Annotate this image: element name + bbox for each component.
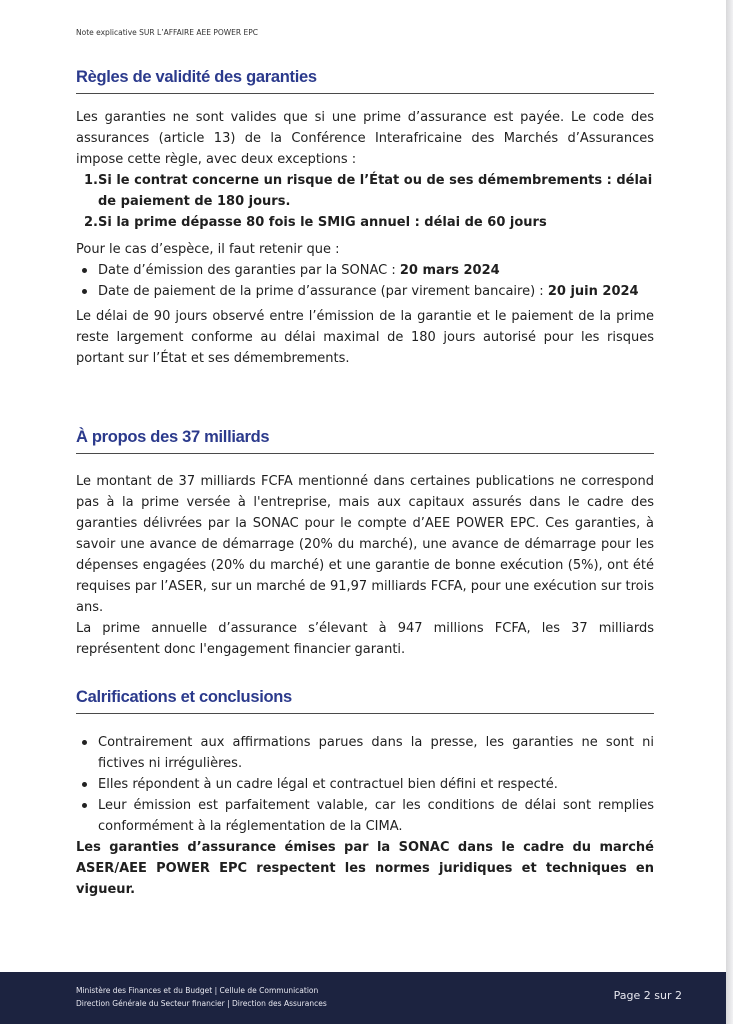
exception-item: 2. Si la prime dépasse 80 fois le SMIG annuel : délai de 60 jours — [84, 215, 547, 230]
validity-conclusion: Le délai de 90 jours observé entre l’émission de la garantie et le paiement de la prime reste largement conforme au délai maximal de 180 jours autorisé pour les risques portant sur l’État et ses démembrements. — [76, 309, 654, 366]
billions-paragraph: Le montant de 37 milliards FCFA mentionné dans certaines publications ne correspond pas à la prime versée à l'entreprise, mais aux capitaux assurés dans le cadre des garanties délivrées par la SONAC pour le compte d’AEE POWER EPC. Ces garanties, à savoir une avance de démarrage (20% du marché), une avance de démarrage pour les dépenses engagées (20% du marché) et une garantie de bonne exécution (5%), ont été requises par l’ASER, sur un marché de 91,97 milliards FCFA, pour une exécution sur trois ans. — [76, 474, 654, 615]
document-body — [76, 68, 654, 897]
exceptions-list — [76, 170, 654, 233]
section-title-validity: Règles de validité des garanties — [76, 68, 654, 94]
conclusions-list — [76, 732, 654, 837]
date-item: Date d’émission des garanties par la SONAC : 20 mars 2024 — [80, 260, 654, 281]
dates-list — [76, 260, 654, 302]
premium-paragraph: La prime annuelle d’assurance s’élevant à 947 millions FCFA, les 37 milliards représentent donc l'engagement financier garanti. — [76, 621, 654, 657]
page-edge — [726, 0, 733, 1024]
page-footer — [0, 972, 726, 1024]
footer-credits — [76, 984, 327, 1010]
page-number: Page 2 sur 2 — [613, 989, 682, 1002]
footer-line: Direction Générale du Secteur financier | Direction des Assurances — [76, 999, 327, 1008]
conclusion-item: Leur émission est parfaitement valable, car les conditions de délai sont remplies conformément à la réglementation de la CIMA. — [80, 795, 654, 837]
running-head: Note explicative SUR L’AFFAIRE AEE POWER EPC — [76, 28, 258, 37]
section-conclusions — [76, 688, 654, 900]
conclusion-item: Contrairement aux affirmations parues dans la presse, les garanties ne sont ni fictives ni irrégulières. — [80, 732, 654, 774]
final-statement: Les garanties d’assurance émises par la SONAC dans le cadre du marché ASER/AEE POWER EPC respectent les normes juridiques et techniques en vigueur. — [76, 840, 654, 897]
case-intro: Pour le cas d’espèce, il faut retenir que : — [76, 242, 340, 257]
exception-item: 1. Si le contrat concerne un risque de l’État ou de ses démembrements : délai de paiement de 180 jours. — [84, 173, 653, 209]
footer-line: Ministère des Finances et du Budget | Cellule de Communication — [76, 986, 319, 995]
section-validity-rules — [76, 68, 654, 369]
conclusion-item: Elles répondent à un cadre légal et contractuel bien défini et respecté. — [80, 774, 654, 795]
section-title-conclusions: Calrifications et conclusions — [76, 688, 654, 714]
validity-intro: Les garanties ne sont valides que si une prime d’assurance est payée. Le code des assurances (article 13) de la Conférence Interafricaine des Marchés d’Assurances impose cette règle, avec deux exceptions : — [76, 110, 654, 167]
section-title-37-billions: À propos des 37 milliards — [76, 428, 654, 454]
section-37-billions — [76, 428, 654, 660]
date-item: Date de paiement de la prime d’assurance (par virement bancaire) : 20 juin 2024 — [80, 281, 654, 302]
